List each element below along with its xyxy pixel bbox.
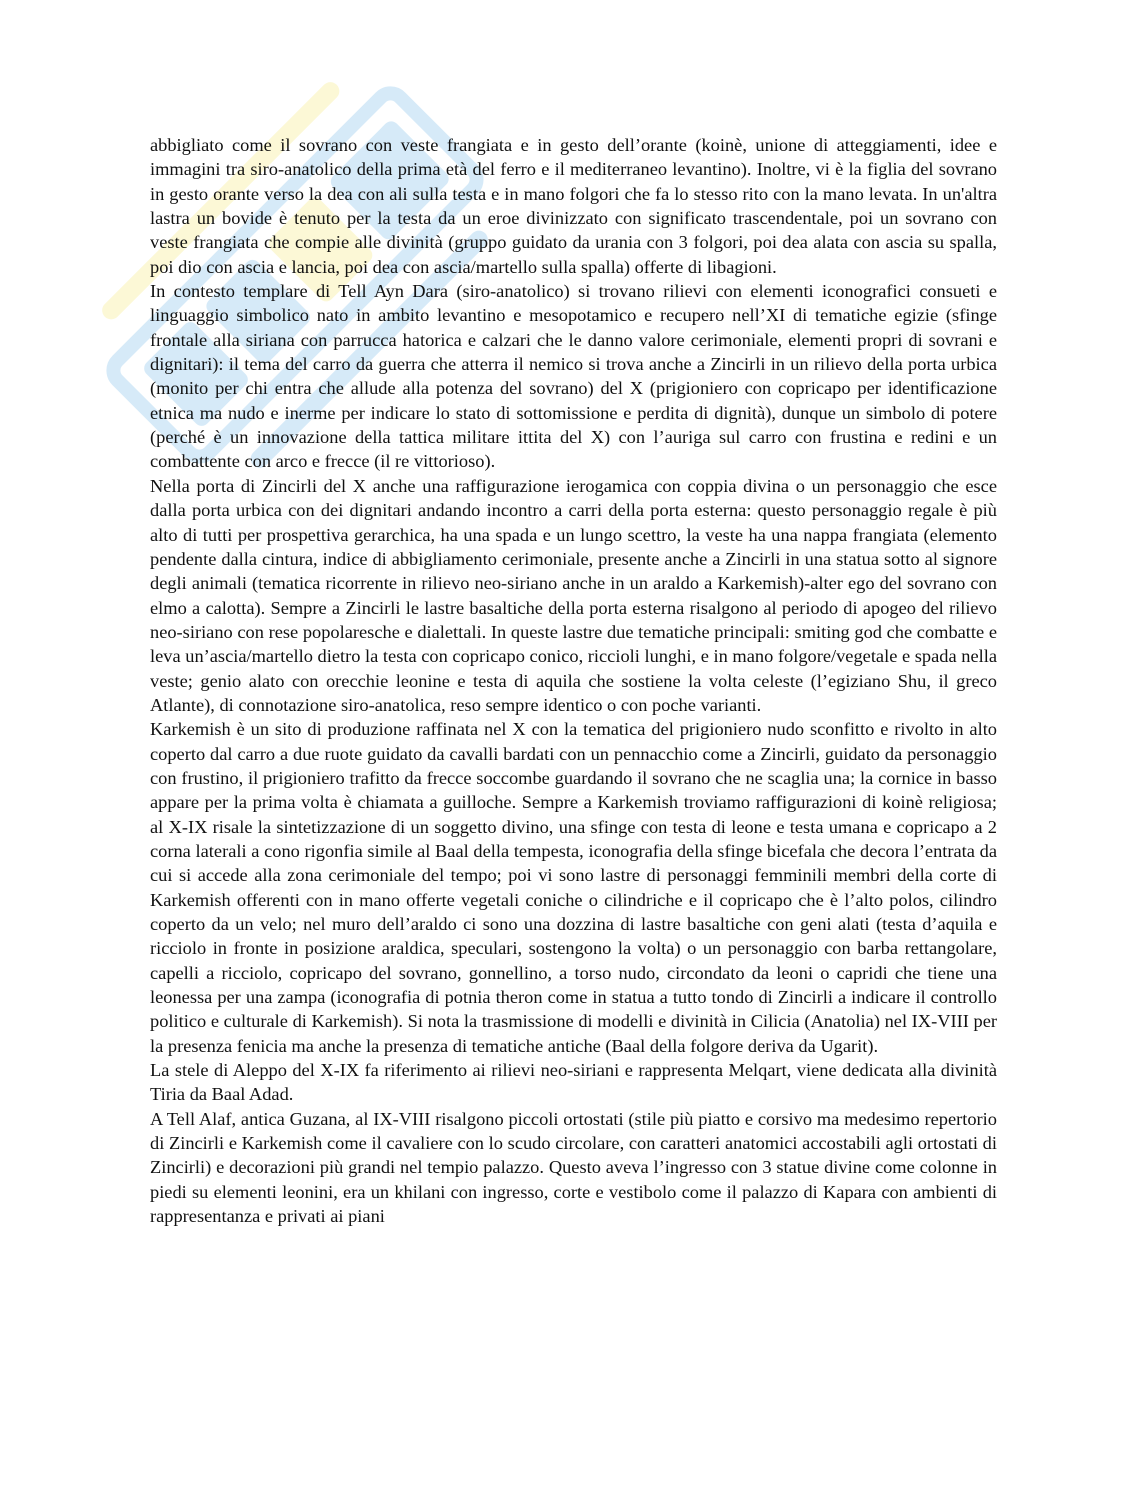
paragraph-2: In contesto templare di Tell Ayn Dara (siro-anatolico) si trovano rilievi con elementi iconografici consueti e linguaggio simbolico nato in ambito levantino e mesopotamico e recupero nell’XI di tematiche egizie (sfinge frontale alla siriana con parrucca hatorica e calzari che le danno valore cerimoniale, elementi propri di sovrani e dignitari): il tema del carro da guerra che atterra il nemico si trova anche a Zincirli in un rilievo della porta urbica (monito per chi entra che allude alla potenza del sovrano) del X (prigioniero con copricapo per identificazione etnica ma nudo e inerme per indicare lo stato di sottomissione e perdita di dignità), dunque un simbolo di potere (perché è un innovazione della tattica militare ittita del X) con l’auriga sul carro con frustina e redini e un combattente con arco e frecce (il re vittorioso). (150, 281, 997, 472)
paragraph-3: Nella porta di Zincirli del X anche una raffigurazione ierogamica con coppia divina o un personaggio che esce dalla porta urbica con dei dignitari andando incontro a carri della porta esterna: questo personaggio regale è più alto di tutti per prospettiva gerarchica, ha una spada e un lungo scettro, la veste ha una nappa frangiata (elemento pendente dalla cintura, indice di abbigliamento cerimoniale, presente anche a Zincirli in una statua sotto al signore degli animali (tematica ricorrente in rilievo neo-siriano anche in un araldo a Karkemish)-alter ego del sovrano con elmo a calotta). Sempre a Zincirli le lastre basaltiche della porta esterna risalgono al periodo di apogeo del rilievo neo-siriano con rese popolaresche e dialettali. In queste lastre due tematiche principali: smiting god che combatte e leva un’ascia/martello dietro la testa con copricapo conico, riccioli lunghi, e in mano folgore/vegetale e spada nella veste; genio alato con orecchie leonine e testa di aquila che sostiene la volta celeste (l’egiziano Shu, il greco Atlante), di connotazione siro-anatolica, reso sempre identico o con poche varianti. (150, 475, 997, 715)
paragraph-4: Karkemish è un sito di produzione raffinata nel X con la tematica del prigioniero nudo sconfitto e rivolto in alto coperto dal carro a due ruote guidato da cavalli bardati con un pennacchio come a Zincirli, guidato da personaggio con frustino, il prigioniero trafitto da frecce soccombe guardando il sovrano che ne scaglia una; la cornice in basso appare per la prima volta è chiamata a guilloche. Sempre a Karkemish troviamo raffigurazioni di koinè religiosa; al X-IX risale la sintetizzazione di un soggetto divino, una sfinge con testa di leone e testa umana e copricapo a 2 corna laterali a cono rigonfia simile al Baal della tempesta, iconografia della sfinge bicefala che decora l’entrata da cui si accede alla zona cerimoniale del tempo; poi vi sono lastre di personaggi femminili membri della corte di Karkemish offerenti con in mano offerte vegetali coniche o cilindriche e il copricapo che è l’alto polos, cilindro coperto da un velo; nel muro dell’araldo ci sono una dozzina di lastre basaltiche con geni alati (testa d’aquila e ricciolo in fronte in posizione araldica, speculari, sostengono la volta) o un personaggio con barba rettangolare, capelli a ricciolo, copricapo del sovrano, gonnellino, a torso nudo, circondato da leoni o capridi che tiene una leonessa per una zampa (iconografia di potnia theron come in statua a tutto tondo di Zincirli a indicare il controllo politico e culturale di Karkemish). Si nota la trasmissione di modelli e divinità in Cilicia (Anatolia) nel IX-VIII per la presenza fenicia ma anche la presenza di tematiche antiche (Baal della folgore deriva da Ugarit). (150, 719, 997, 1056)
paragraph-5: La stele di Aleppo del X-IX fa riferimento ai rilievi neo-siriani e rappresenta Melqart, viene dedicata alla divinità Tiria da Baal Adad. (150, 1060, 997, 1105)
document-body (150, 133, 997, 1228)
paragraph-1: abbigliato come il sovrano con veste frangiata e in gesto dell’orante (koinè, unione di atteggiamenti, idee e immagini tra siro-anatolico della prima età del ferro e il mediterraneo levantino). Inoltre, vi è la figlia del sovrano in gesto orante verso la dea con ali sulla testa e in mano folgori che fa lo stesso rito con la mano levata. In un'altra lastra un bovide è tenuto per la testa da un eroe divinizzato con significato trascendentale, poi un sovrano con veste frangiata che compie alle divinità (gruppo guidato da urania con 3 folgori, poi dea alata con ascia su spalla, poi dio con ascia e lancia, poi dea con ascia/martello sulla spalla) offerte di libagioni. (150, 135, 997, 277)
paragraph-6: A Tell Alaf, antica Guzana, al IX-VIII risalgono piccoli ortostati (stile più piatto e corsivo ma medesimo repertorio di Zincirli e Karkemish come il cavaliere con lo scudo circolare, con caratteri anatomici accostabili agli ortostati di Zincirli) e decorazioni più grandi nel tempio palazzo. Questo aveva l’ingresso con 3 statue divine come colonne in piedi su elementi leonini, era un khilani con ingresso, corte e vestibolo come il palazzo di Kapara con ambienti di rappresentanza e privati ai piani (150, 1108, 997, 1227)
